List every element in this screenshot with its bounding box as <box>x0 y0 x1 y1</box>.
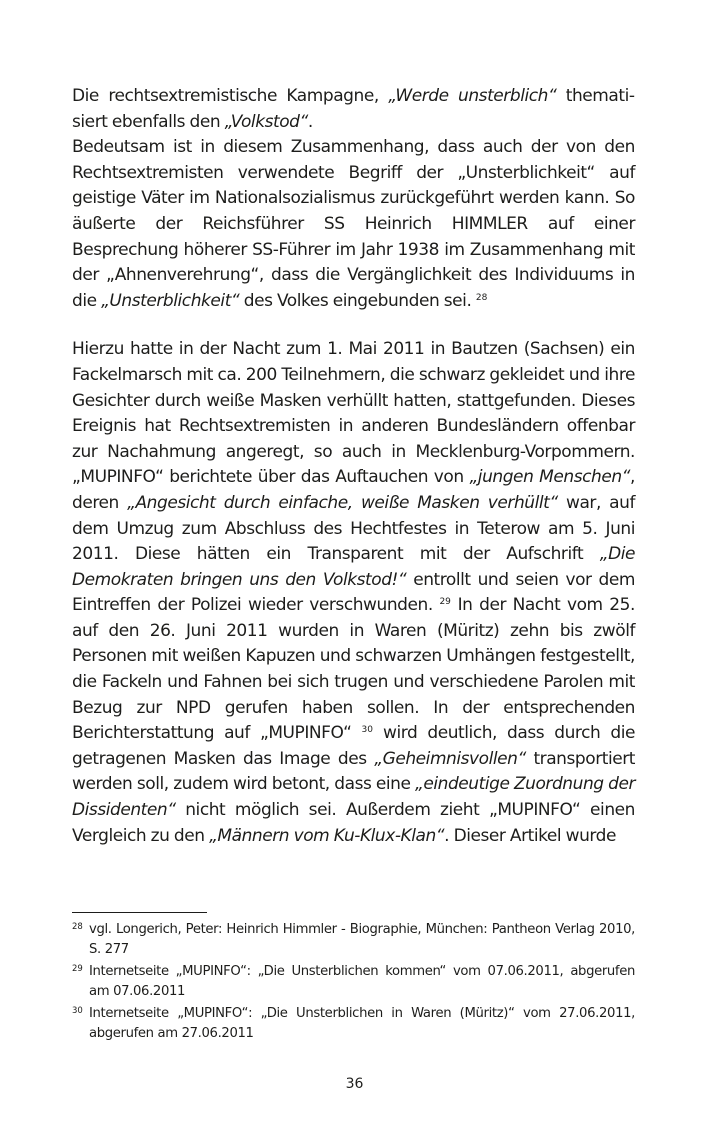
quote-angesicht: „Angesicht durch einfache, weiße Masken verhüllt“ <box>127 492 558 513</box>
text-run: In der Nacht vom 25. auf den 26. Juni 2011 wurden in Waren (Müritz) zehn bis zwölf Personen mit weißen Kapuzen und schwarzen Umhängen festgestellt, die Fackeln und Fahnen bei sich trugen und verschiedene Parolen mit Bezug zur NPD gerufen haben sollen. In der entsprechenden Berichterstattung auf „MUPINFO“ <box>72 595 635 744</box>
paragraph-3 <box>72 337 635 849</box>
footnote-number: 29 <box>72 963 83 974</box>
quote-jungen-menschen: „jungen Menschen“ <box>469 467 631 488</box>
text-run: thematisiert ebenfalls den <box>72 86 636 132</box>
footnote-ref-29[interactable]: 29 <box>439 597 451 608</box>
quote-geheimnisvollen: „Geheimnisvollen“ <box>374 748 526 769</box>
footnote-ref-30[interactable]: 30 <box>361 725 373 736</box>
text-run: wird deutlich, dass durch die getragenen Masken das Image des <box>72 723 635 769</box>
footnotes <box>72 920 635 1045</box>
text-run: , deren <box>72 467 635 513</box>
quote-zuordnung: „eindeutige Zuordnung der Dissidenten“ <box>72 774 635 821</box>
text-run: . <box>307 111 313 132</box>
quote-unsterblichkeit: „Unsterblichkeit“ <box>101 290 240 311</box>
quote-werde-unsterblich: „Werde unsterblich“ <box>388 86 557 106</box>
text-run: Hierzu hatte in der Nacht zum 1. Mai 2011 in Bautzen (Sachsen) ein Fackelmarsch mit ca. 200 Teilnehmern, die schwarz gekleidet und ihre Gesichter durch weiße Masken verhüllt hatten, stattgefunden. Dieses Ereignis hat Rechtsextremisten in anderen Bundesländern offenbar zur Nachahmung angeregt, so auch in Mecklenburg-Vorpommern. „MUPINFO“ berichtete über das Auftauchen von <box>72 339 635 488</box>
text-run: nicht möglich sei. Außerdem zieht „MUPINFO“ einen Vergleich zu den <box>72 800 635 846</box>
footnote-number: 28 <box>72 922 83 932</box>
footnote-text: Internetseite „MUPINFO“: „Die Unsterblichen in Waren (Müritz)“ vom 27.06.2011, abgerufen am 27.06.2011 <box>89 1005 635 1042</box>
footnote <box>72 920 635 961</box>
quote-volkstod: „Volkstod“ <box>224 111 308 132</box>
text-run: Bedeutsam ist in diesem Zusammenhang, dass auch der von den Rechtsextremisten verwendete Begriff der „Unsterblichkeit“ auf geistige Väter im Nationalsozialismus zurückgeführt werden kann. So äußerte der Reichsführer SS Heinrich HIMMLER auf einer Besprechung höherer SS-Führer im Jahr 1938 im Zusammenhang mit der „Ahnenverehrung“, dass die Vergänglichkeit des Individuums in die <box>72 137 635 311</box>
body-text <box>72 84 635 849</box>
quote-ku-klux-klan: „Männern vom Ku-Klux-Klan“ <box>209 825 445 846</box>
text-run: war, auf dem Umzug zum Abschluss des Hechtfestes in Teterow am 5. Juni 2011. Diese hätten ein Transparent mit der Aufschrift <box>72 492 635 565</box>
paragraph-2 <box>72 135 635 314</box>
paragraph-1 <box>72 84 635 135</box>
footnote-separator <box>72 912 207 913</box>
text-run: des Volkes eingebunden sei. <box>239 290 476 311</box>
text-run: Die rechtsextremistische Kampagne, <box>72 86 389 106</box>
footnote <box>72 962 635 1003</box>
footnote <box>72 1004 635 1045</box>
footnote-text: Internetseite „MUPINFO“: „Die Unsterblichen kommen“ vom 07.06.2011, abgerufen am 07.06.2011 <box>89 963 635 1000</box>
footnote-number: 30 <box>72 1005 83 1016</box>
text-run: entrollt und seien vor dem Eintreffen der Polizei wieder verschwunden. <box>72 569 635 616</box>
quote-transparent: „Die Demokraten bringen uns den Volkstod!“ <box>72 544 635 590</box>
text-run: transportiert werden soll, zudem wird betont, dass eine <box>72 748 635 795</box>
footnote-text: vgl. Longerich, Peter: Heinrich Himmler - Biographie, München: Pantheon Verlag 2010, S. 277 <box>89 922 635 958</box>
text-run: . Dieser Artikel wurde <box>444 825 617 846</box>
page-number: 36 <box>345 1076 364 1092</box>
footnote-ref-28[interactable]: 28 <box>475 292 488 303</box>
